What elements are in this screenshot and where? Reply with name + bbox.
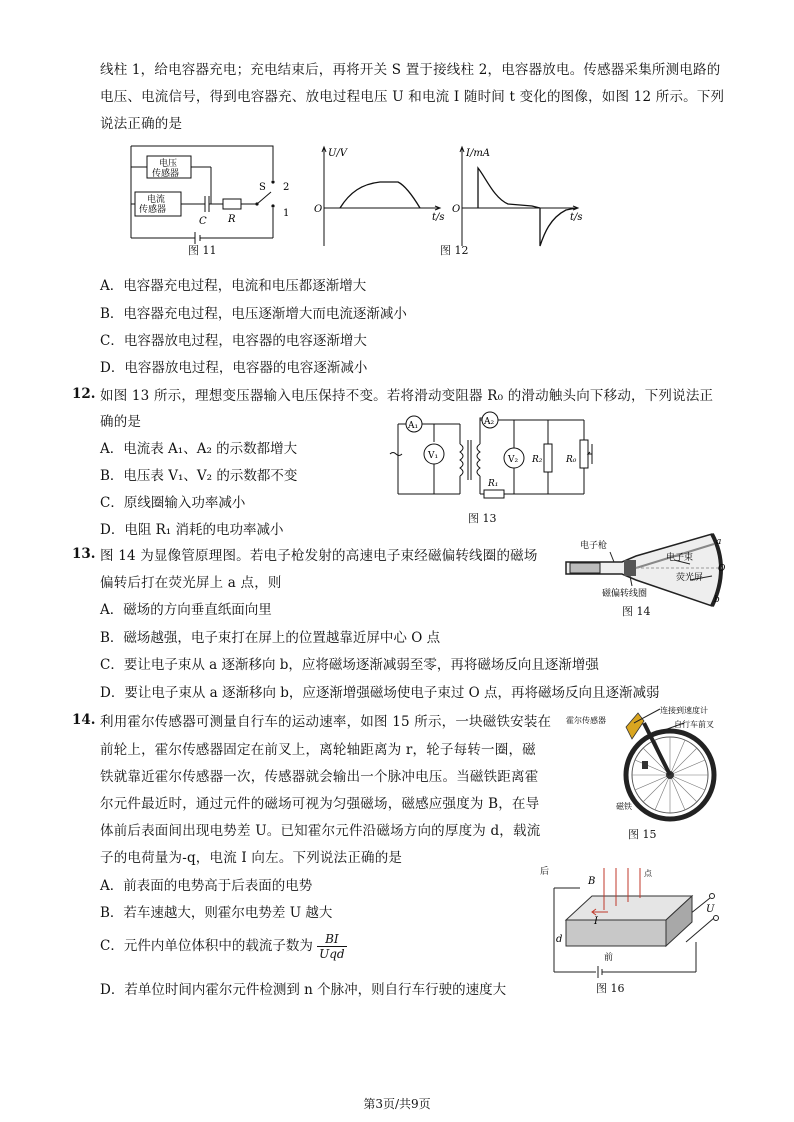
q11-intro-line2: 电压、电流信号，得到电容器充、放电过程电压 U 和电流 I 随时间 t 变化的图像，如图 12 所示。下列 [100, 89, 725, 105]
fig11-c: C [199, 216, 207, 227]
fig13-a2: A₂ [484, 417, 495, 427]
figure-14-crt [562, 530, 730, 610]
fig12-origin-u: O [314, 204, 323, 215]
q14-line4: 尔元件最近时，通过元件的磁场可视为匀强磁场，磁感应强度为 B，在导 [100, 796, 540, 812]
fig14-gun: 电子枪 [580, 541, 608, 551]
fig15-sensor: 霍尔传感器 [566, 716, 606, 725]
q14-option-c-text: C．元件内单位体积中的载流子数为 [100, 938, 313, 954]
fig12-u-axis: U/V [328, 148, 348, 159]
q11-option-c: C．电容器放电过程，电容器的电容逐渐增大 [100, 333, 367, 349]
q13-option-a: A．磁场的方向垂直纸面向里 [100, 602, 272, 618]
fig14-caption: 图 14 [622, 605, 651, 618]
fig11-caption: 图 11 [188, 244, 217, 257]
fig11-current-label2: 传感器 [139, 205, 167, 215]
fig13-a1: A₁ [408, 421, 419, 431]
q12-intro-line2: 确的是 [100, 414, 142, 430]
fig13-r0: R₀ [566, 455, 577, 465]
fig14-b: b [714, 595, 720, 605]
fig16-d: d [556, 934, 563, 945]
q12-number: 12. [72, 386, 96, 402]
fig16-top: 点 [644, 869, 652, 878]
fraction-denominator: Uqd [319, 947, 345, 961]
fig11-t2: 2 [283, 182, 290, 193]
fig15-speedo: 连接到速度计 [660, 706, 708, 715]
fig13-r2: R₂ [532, 455, 543, 465]
figure-15-bicycle-wheel [560, 705, 730, 823]
fig11-voltage-label2: 传感器 [152, 169, 180, 179]
q14-line5: 体前后表面间出现电势差 U。已知霍尔元件沿磁场方向的厚度为 d，载流 [100, 823, 541, 839]
q13-number: 13. [72, 546, 96, 562]
fig12-caption: 图 12 [440, 244, 469, 257]
fraction-numerator: BI [317, 932, 346, 947]
figure-16-hall-element [536, 862, 726, 980]
fig14-a: a [716, 537, 722, 547]
fig11-s: S [259, 182, 266, 193]
q14-line3: 铁就靠近霍尔传感器一次，传感器就会输出一个脉冲电压。当磁铁距离霍 [100, 769, 539, 785]
fig12-origin-i: O [452, 204, 461, 215]
fig15-fork: 自行车前叉 [674, 720, 714, 729]
q14-option-c-fraction [317, 932, 346, 961]
fig15-caption: 图 15 [628, 828, 657, 841]
fig16-i: I [594, 916, 598, 927]
fig16-b: B [588, 876, 596, 887]
fig12-i-axis: I/mA [466, 148, 491, 159]
fig12-t-axis-u: t/s [432, 212, 445, 223]
figure-13-transformer [388, 410, 608, 508]
q14-line2: 前轮上，霍尔传感器固定在前叉上，离轮轴距离为 r，轮子每转一圈，磁 [100, 742, 536, 758]
figure-12-graphs [310, 142, 600, 252]
q11-option-b: B．电容器充电过程，电压逐渐增大而电流逐渐减小 [100, 306, 407, 322]
fig12-t-axis-i: t/s [570, 212, 583, 223]
fig14-screen: 荧光屏 [676, 573, 704, 583]
q14-option-d: D．若单位时间内霍尔元件检测到 n 个脉冲，则自行车行驶的速度大 [100, 982, 507, 998]
figure-11-circuit [125, 140, 305, 258]
fig14-beam: 电子束 [666, 553, 694, 563]
fig16-caption: 图 16 [596, 982, 625, 995]
q13-option-d: D．要让电子束从 a 逐渐移向 b，应逐渐增强磁场使电子束过 O 点，再将磁场反向且逐渐减弱 [100, 685, 660, 701]
fig11-current-label: 电流 [147, 195, 166, 205]
fig13-r1: R₁ [488, 479, 499, 489]
fig14-o: O [718, 564, 726, 574]
q14-option-c [100, 932, 347, 961]
q12-option-a: A．电流表 A₁、A₂ 的示数都增大 [100, 441, 298, 457]
fig16-u: U [706, 904, 715, 915]
fig11-r: R [228, 214, 236, 225]
q13-intro-line1: 图 14 为显像管原理图。若电子枪发射的高速电子束经磁偏转线圈的磁场 [100, 548, 538, 564]
q11-option-a: A．电容器充电过程，电流和电压都逐渐增大 [100, 278, 367, 294]
q12-option-c: C．原线圈输入功率减小 [100, 495, 246, 511]
page-footer: 第3页/共9页 [363, 1097, 431, 1111]
q11-intro-line1: 线柱 1，给电容器充电；充电结束后，再将开关 S 置于接线柱 2，电容器放电。传感器采集所测电路的 [100, 62, 721, 78]
q11-intro-line3: 说法正确的是 [100, 116, 183, 132]
fig13-v1: V₁ [428, 451, 439, 461]
q14-line1: 利用霍尔传感器可测量自行车的运动速率，如图 15 所示，一块磁铁安装在 [100, 714, 552, 730]
q13-option-c: C．要让电子束从 a 逐渐移向 b，应将磁场逐渐减弱至零，再将磁场反向且逐渐增强 [100, 657, 599, 673]
q12-option-b: B．电压表 V₁、V₂ 的示数都不变 [100, 468, 298, 484]
fig16-back: 后 [540, 867, 550, 877]
q12-intro-line1: 如图 13 所示，理想变压器输入电压保持不变。若将滑动变阻器 R₀ 的滑动触头向下移动，下列说法正 [100, 388, 714, 404]
q13-intro-line2: 偏转后打在荧光屏上 a 点，则 [100, 575, 282, 591]
q14-option-b: B．若车速越大，则霍尔电势差 U 越大 [100, 905, 333, 921]
q14-number: 14. [72, 712, 96, 728]
q11-option-d: D．电容器放电过程，电容器的电容逐渐减小 [100, 360, 368, 376]
fig15-magnet: 磁铁 [616, 802, 632, 811]
fig11-t1: 1 [283, 208, 290, 219]
fig16-front: 前 [604, 953, 614, 963]
fig13-caption: 图 13 [468, 512, 497, 525]
q13-option-b: B．磁场越强，电子束打在屏上的位置越靠近屏中心 O 点 [100, 630, 441, 646]
q14-line6: 子的电荷量为-q，电流 I 向左。下列说法正确的是 [100, 850, 403, 866]
fig14-coil: 磁偏转线圈 [602, 589, 648, 599]
fig11-voltage-label: 电压 [159, 159, 178, 169]
fig13-v2: V₂ [508, 455, 519, 465]
q12-option-d: D．电阻 R₁ 消耗的电功率减小 [100, 522, 284, 538]
q14-option-a: A．前表面的电势高于后表面的电势 [100, 878, 313, 894]
